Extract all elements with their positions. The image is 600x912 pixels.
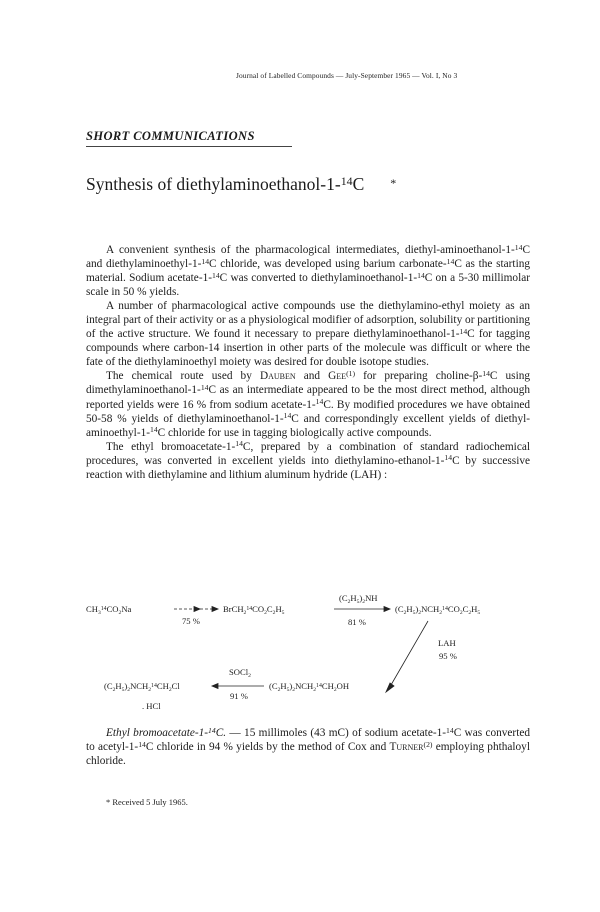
- scheme-amino-ester: $(C_2H_5)_2NCH_2^{14}CO_2C_2H_5$: [395, 604, 481, 616]
- article-body: [86, 243, 530, 482]
- paragraph-ethyl-bromoacetate: [86, 726, 530, 768]
- scheme-reagent-diethylamine: $(C_2H_5)_2NH$: [339, 593, 378, 605]
- isotope-mark: 14: [315, 397, 324, 407]
- subsection-heading: [106, 727, 226, 739]
- scheme-yield-3: 95 %: [439, 651, 457, 661]
- isotope-mark: 14: [417, 270, 425, 280]
- section-title-rule: [86, 146, 292, 147]
- article-title-isotope: 14: [340, 174, 353, 189]
- text-run: C was converted to acetyl-1-: [86, 727, 530, 754]
- isotope-mark: 14: [514, 242, 523, 252]
- article-footnote-mark: *: [390, 176, 397, 190]
- text-run: C, prepared by a combination of standard radiochemical procedures, was converted in excellent yields into diethylamino-ethanol-1-: [86, 440, 530, 467]
- arrow-1-head: [194, 607, 200, 612]
- text-run: for preparing choline-β-: [355, 370, 483, 383]
- isotope-mark: 14: [444, 453, 453, 463]
- paragraph-procedure: [86, 440, 530, 482]
- article-title: [86, 174, 396, 195]
- arrow-2-head: [384, 607, 390, 612]
- text-run: C. By modified procedures we have obtained 50-58 % yields of diethylaminoethanol-1-: [86, 398, 530, 425]
- scheme-reagent-lah: LAH: [438, 638, 456, 648]
- isotope-mark: 14: [208, 725, 216, 735]
- isotope-mark: 14: [459, 327, 468, 337]
- scheme-sodium-acetate: $CH_3^{14}CO_2Na$: [86, 604, 132, 616]
- scheme-hcl: . HCl: [142, 701, 161, 711]
- reference-mark: (2): [423, 739, 433, 749]
- journal-header: Journal of Labelled Compounds — July-September 1965 — Vol. I, No 3: [236, 71, 458, 80]
- text-run: employing phthaloyl chloride.: [86, 741, 530, 768]
- article-title-end: C: [352, 174, 365, 194]
- scheme-reagent-socl2: SOCl$_2$: [229, 667, 251, 679]
- arrow-3-shaft: [391, 621, 428, 685]
- isotope-mark: 14: [201, 256, 210, 266]
- paragraph-abstract: [86, 243, 530, 299]
- text-run: and: [295, 370, 329, 383]
- reference-mark: (1): [346, 369, 356, 379]
- scheme-yield-4: 91 %: [230, 691, 248, 701]
- text-run: C using dimethylaminoethanol-1-: [86, 370, 530, 397]
- arrow-3-head: [386, 683, 394, 692]
- text-run: C as the starting material. Sodium acetate-1-: [86, 258, 531, 285]
- reaction-scheme: [86, 585, 536, 715]
- isotope-mark: 14: [482, 369, 490, 379]
- text-run: C chloride, was developed using barium carbonate-: [209, 258, 447, 271]
- heading-end: C.: [215, 727, 227, 739]
- text-run: C and correspondingly excellent yields of diethyl-aminoethyl-1-: [86, 412, 530, 439]
- isotope-mark: 14: [235, 439, 243, 449]
- text-run: — 15 millimoles (43 mC) of sodium acetate-1-: [226, 727, 447, 739]
- isotope-mark: 14: [446, 725, 454, 735]
- author-name: Turner: [389, 741, 424, 754]
- isotope-mark: 14: [200, 383, 209, 393]
- author-name: Gee: [328, 370, 347, 383]
- text-run: C by successive reaction with diethylamine and lithium aluminum hydride (LAH) :: [86, 454, 530, 481]
- text-run: C as an intermediate appeared to be the most direct method, although reported yields were 16 % from sodium acetate-1-: [86, 384, 530, 411]
- text-run: A convenient synthesis of the pharmacological intermediates, diethyl-aminoethanol-1-: [106, 244, 515, 256]
- text-run: C on a 5-30 millimolar scale in 50 % yields.: [86, 272, 530, 299]
- text-run: C was converted to diethylaminoethanol-1-: [219, 272, 418, 285]
- isotope-mark: 14: [446, 256, 455, 266]
- text-run: The chemical route used by: [106, 370, 260, 383]
- paragraph-route: [86, 369, 530, 439]
- scheme-amino-alcohol: $(C_2H_5)_2NCH_2^{14}CH_2OH$: [269, 681, 350, 693]
- text-run: C chloride in 94 % yields by the method of Cox and: [145, 741, 390, 754]
- scheme-amino-chloride: $(C_2H_5)_2NCH_2^{14}CH_2Cl$: [104, 681, 180, 693]
- text-run: C chloride for use in tagging biologically active compounds.: [157, 426, 432, 439]
- scheme-yield-2: 81 %: [348, 617, 366, 627]
- text-run: C for tagging compounds where carbon-14 insertion in other parts of the molecule was difficult or where the fate of the diethylaminoethyl moiety was desired for double isotope studies.: [86, 328, 530, 369]
- heading-text: Ethyl bromoacetate-1-: [106, 727, 209, 739]
- scheme-ethyl-bromoacetate: $BrCH_2^{14}CO_2C_2H_5$: [223, 604, 285, 616]
- text-run: A number of pharmacological active compounds use the diethylamino-ethyl moiety as an integral part of their activity or as a physiological modifier of adsorption, solubility or partitioning of the active structure. We found it necessary to prepare diethylaminoethanol-1-: [86, 300, 530, 341]
- author-name: Dauben: [259, 370, 296, 383]
- received-footnote: * Received 5 July 1965.: [106, 797, 188, 807]
- article-title-text: Synthesis of diethylaminoethanol-1-: [86, 174, 341, 194]
- text-run: C and diethylaminoethyl-1-: [86, 244, 530, 271]
- isotope-mark: 14: [138, 739, 146, 749]
- isotope-mark: 14: [283, 411, 292, 421]
- scheme-yield-1: 75 %: [182, 616, 200, 626]
- paragraph-introduction: [86, 299, 530, 369]
- arrow-4-head: [212, 684, 218, 689]
- section-title: SHORT COMMUNICATIONS: [86, 129, 255, 143]
- text-run: The ethyl bromoacetate-1-: [106, 440, 236, 453]
- experimental-section: [86, 726, 530, 768]
- isotope-mark: 14: [150, 425, 158, 435]
- isotope-mark: 14: [212, 270, 220, 280]
- arrow-1-head-end: [212, 607, 218, 612]
